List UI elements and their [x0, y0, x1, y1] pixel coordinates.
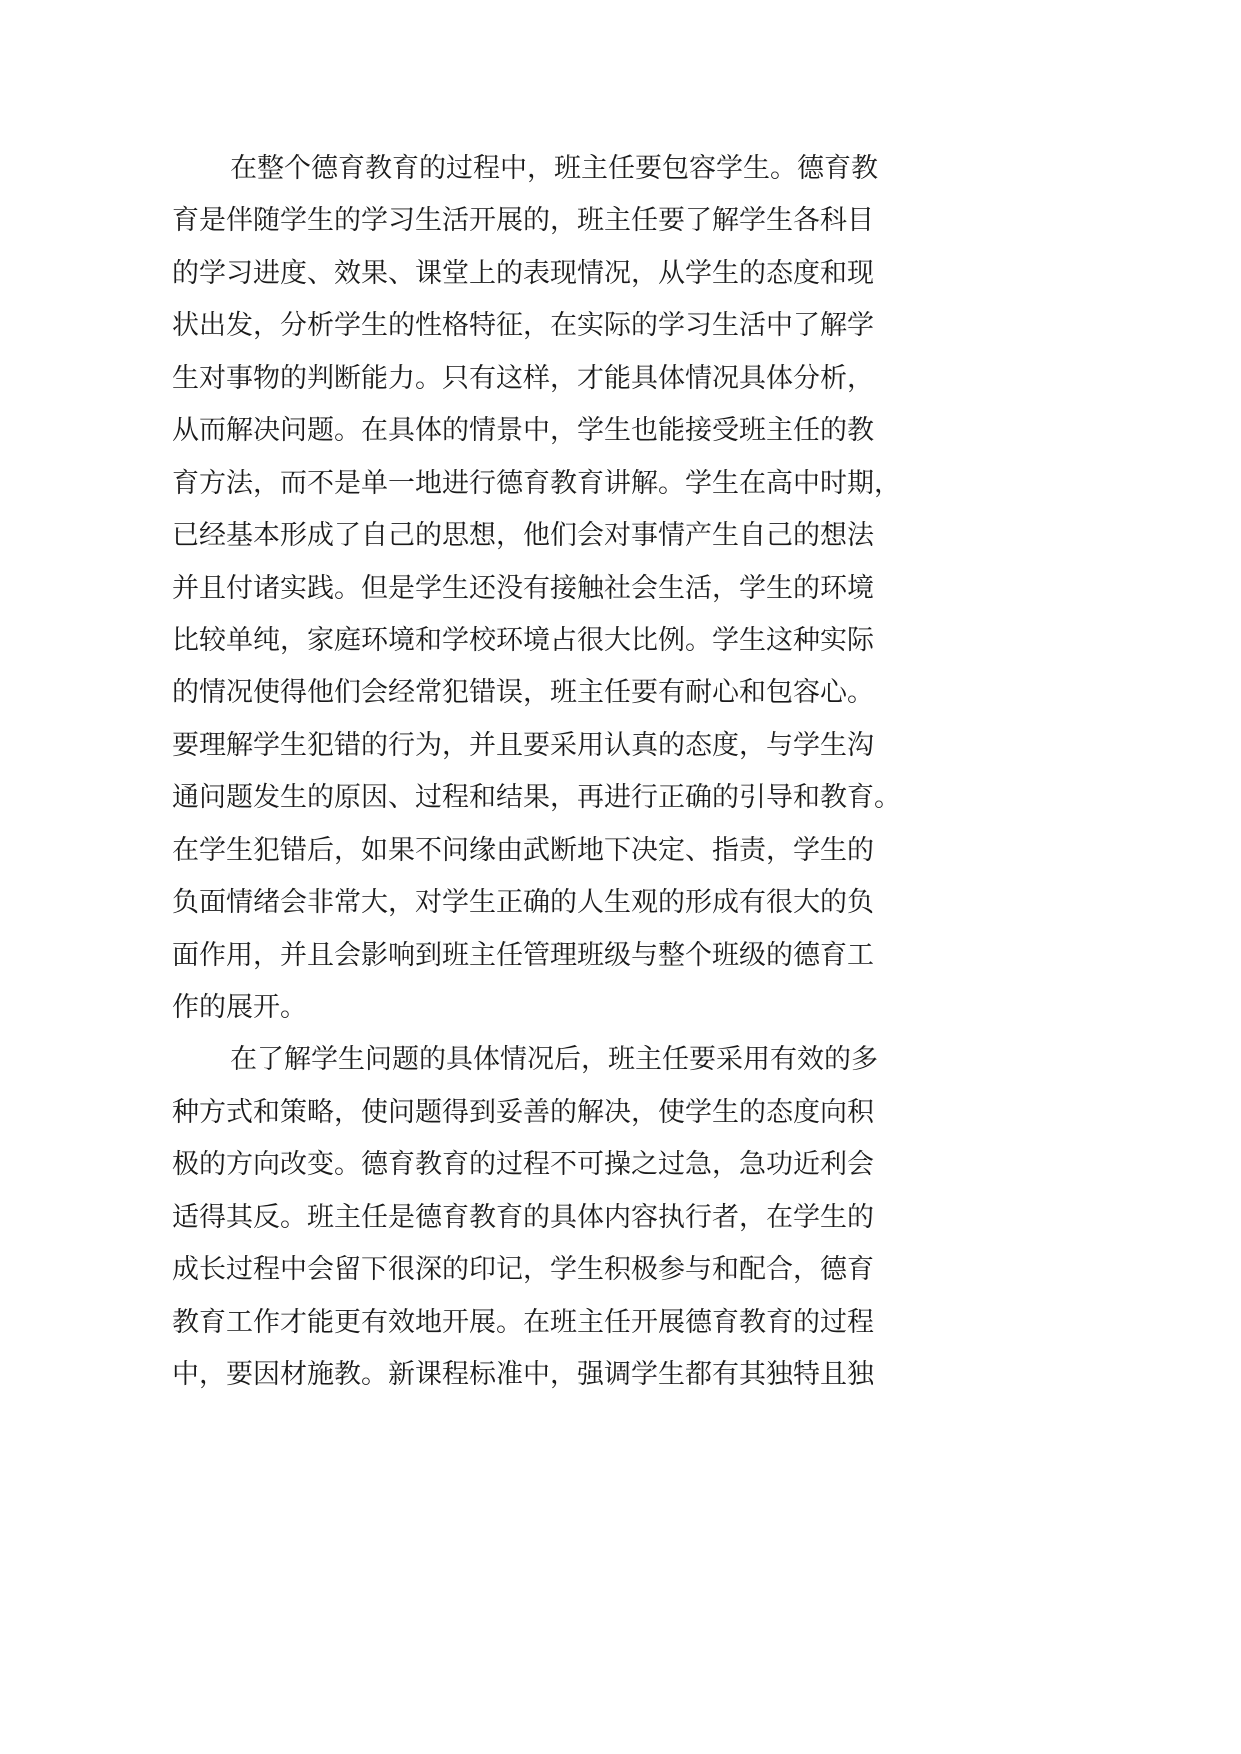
text-line: 在了解学生问题的具体情况后，班主任要采用有效的多	[230, 1044, 878, 1076]
text-line: 在整个德育教育的过程中，班主任要包容学生。德育教	[230, 153, 878, 184]
text-line: 极的方向改变。德育教育的过程不可操之过急，急功近利会	[172, 1149, 874, 1181]
text-line: 育方法，而不是单一地进行德育教育讲解。学生在高中时期，	[172, 467, 901, 499]
body-text	[172, 143, 952, 1402]
text-line: 成长过程中会留下很深的印记，学生积极参与和配合，德育	[172, 1254, 874, 1286]
text-line: 比较单纯，家庭环境和学校环境占很大比例。学生这种实际	[172, 624, 874, 656]
text-line: 通问题发生的原因、过程和结果，再进行正确的引导和教育。	[172, 782, 901, 814]
text-line: 教育工作才能更有效地开展。在班主任开展德育教育的过程	[172, 1306, 874, 1338]
text-line: 并且付诸实践。但是学生还没有接触社会生活，学生的环境	[172, 572, 874, 604]
text-line: 作的展开。	[172, 992, 307, 1023]
text-line: 面作用，并且会影响到班主任管理班级与整个班级的德育工	[172, 939, 874, 971]
paragraph-2	[172, 1034, 952, 1401]
text-line: 种方式和策略，使问题得到妥善的解决，使学生的态度向积	[172, 1096, 874, 1128]
text-line: 状出发，分析学生的性格特征，在实际的学习生活中了解学	[172, 310, 874, 342]
text-line: 适得其反。班主任是德育教育的具体内容执行者，在学生的	[172, 1201, 874, 1233]
text-line: 要理解学生犯错的行为，并且要采用认真的态度，与学生沟	[172, 729, 874, 761]
paragraph-1	[172, 143, 952, 1034]
text-line: 中，要因材施教。新课程标准中，强调学生都有其独特且独	[172, 1359, 874, 1391]
text-line: 的情况使得他们会经常犯错误，班主任要有耐心和包容心。	[172, 677, 874, 709]
text-line: 负面情绪会非常大，对学生正确的人生观的形成有很大的负	[172, 887, 874, 919]
text-line: 从而解决问题。在具体的情景中，学生也能接受班主任的教	[172, 415, 874, 447]
text-line: 的学习进度、效果、课堂上的表现情况，从学生的态度和现	[172, 257, 874, 289]
text-line: 已经基本形成了自己的思想，他们会对事情产生自己的想法	[172, 520, 874, 552]
text-line: 育是伴随学生的学习生活开展的，班主任要了解学生各科目	[172, 205, 874, 237]
text-line: 生对事物的判断能力。只有这样，才能具体情况具体分析，	[172, 362, 874, 394]
text-line: 在学生犯错后，如果不问缘由武断地下决定、指责，学生的	[172, 834, 874, 866]
